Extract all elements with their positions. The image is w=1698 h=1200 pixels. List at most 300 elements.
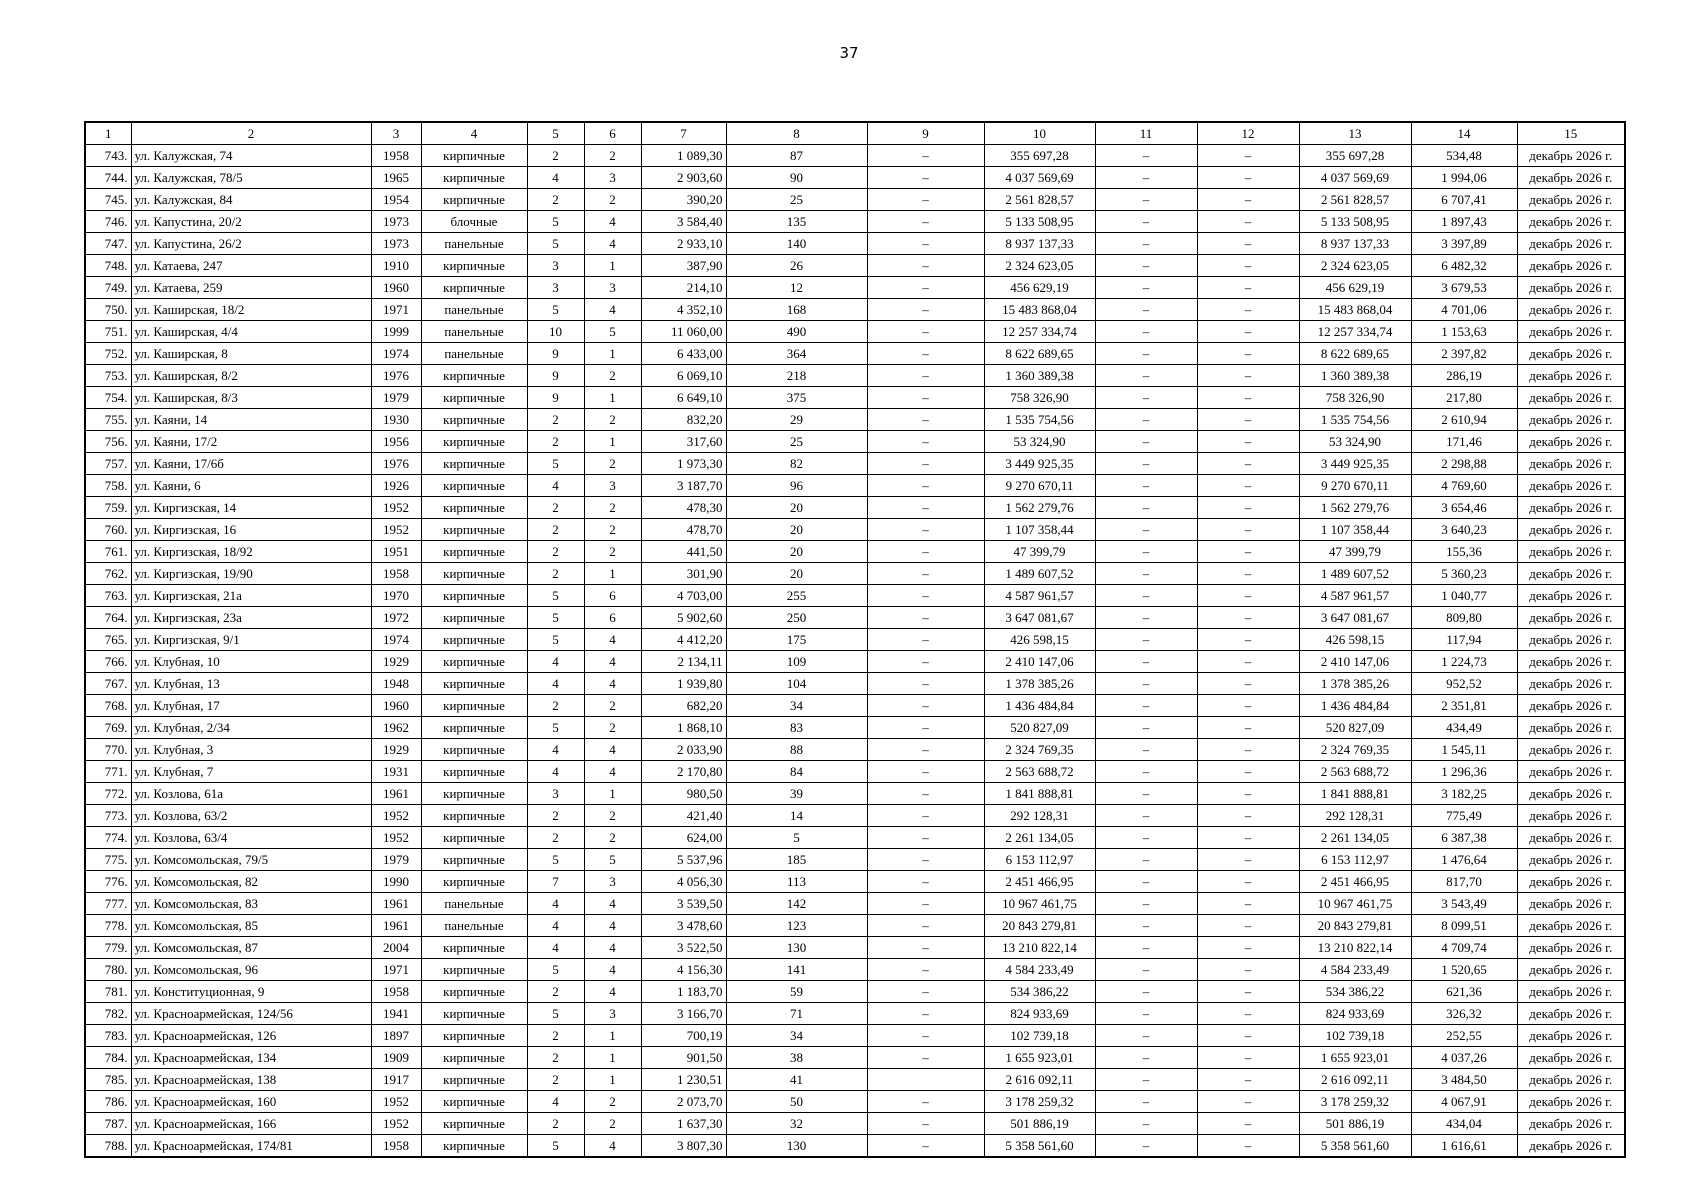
cell-row-number: 770. bbox=[85, 739, 131, 761]
cell-col-10: 2 324 769,35 bbox=[984, 739, 1095, 761]
cell-col-10: 5 133 508,95 bbox=[984, 211, 1095, 233]
cell-wall-material: кирпичные bbox=[421, 541, 527, 563]
cell-wall-material: кирпичные bbox=[421, 1003, 527, 1025]
cell-row-number: 779. bbox=[85, 937, 131, 959]
table-row bbox=[85, 959, 1625, 981]
cell-floors: 4 bbox=[527, 893, 584, 915]
cell-floors: 3 bbox=[527, 277, 584, 299]
cell-address: ул. Капустина, 20/2 bbox=[131, 211, 371, 233]
cell-col-14: 5 360,23 bbox=[1411, 563, 1517, 585]
cell-col-12: – bbox=[1197, 871, 1299, 893]
cell-wall-material: кирпичные bbox=[421, 739, 527, 761]
cell-col-13: 10 967 461,75 bbox=[1299, 893, 1411, 915]
table-row bbox=[85, 255, 1625, 277]
cell-col-10: 20 843 279,81 bbox=[984, 915, 1095, 937]
cell-col-9: – bbox=[867, 695, 984, 717]
cell-entrances: 1 bbox=[584, 431, 641, 453]
cell-build-year: 1897 bbox=[371, 1025, 421, 1047]
cell-row-number: 754. bbox=[85, 387, 131, 409]
cell-col-14: 1 224,73 bbox=[1411, 651, 1517, 673]
cell-deadline: декабрь 2026 г. bbox=[1517, 893, 1625, 915]
cell-col-11: – bbox=[1095, 519, 1197, 541]
cell-entrances: 4 bbox=[584, 959, 641, 981]
cell-floors: 5 bbox=[527, 453, 584, 475]
cell-build-year: 1956 bbox=[371, 431, 421, 453]
table-row bbox=[85, 233, 1625, 255]
cell-col-12: – bbox=[1197, 343, 1299, 365]
cell-build-year: 1976 bbox=[371, 365, 421, 387]
cell-col-10: 2 261 134,05 bbox=[984, 827, 1095, 849]
cell-area: 2 073,70 bbox=[641, 1091, 726, 1113]
cell-deadline: декабрь 2026 г. bbox=[1517, 167, 1625, 189]
cell-entrances: 4 bbox=[584, 739, 641, 761]
cell-col-13: 1 535 754,56 bbox=[1299, 409, 1411, 431]
cell-wall-material: кирпичные bbox=[421, 607, 527, 629]
cell-build-year: 1954 bbox=[371, 189, 421, 211]
cell-deadline: декабрь 2026 г. bbox=[1517, 981, 1625, 1003]
cell-build-year: 1960 bbox=[371, 277, 421, 299]
table-row bbox=[85, 981, 1625, 1003]
cell-deadline: декабрь 2026 г. bbox=[1517, 475, 1625, 497]
cell-col-11: – bbox=[1095, 607, 1197, 629]
cell-col-9: – bbox=[867, 365, 984, 387]
cell-area: 2 933,10 bbox=[641, 233, 726, 255]
cell-address: ул. Конституционная, 9 bbox=[131, 981, 371, 1003]
cell-col-13: 2 616 092,11 bbox=[1299, 1069, 1411, 1091]
cell-col-13: 20 843 279,81 bbox=[1299, 915, 1411, 937]
cell-col-12: – bbox=[1197, 387, 1299, 409]
cell-col-12: – bbox=[1197, 651, 1299, 673]
table-row bbox=[85, 189, 1625, 211]
cell-row-number: 778. bbox=[85, 915, 131, 937]
cell-residents: 29 bbox=[726, 409, 867, 431]
cell-row-number: 750. bbox=[85, 299, 131, 321]
cell-entrances: 4 bbox=[584, 629, 641, 651]
cell-address: ул. Комсомольская, 87 bbox=[131, 937, 371, 959]
cell-row-number: 773. bbox=[85, 805, 131, 827]
cell-col-14: 1 545,11 bbox=[1411, 739, 1517, 761]
cell-entrances: 3 bbox=[584, 1003, 641, 1025]
cell-area: 4 412,20 bbox=[641, 629, 726, 651]
cell-col-11: – bbox=[1095, 805, 1197, 827]
cell-wall-material: кирпичные bbox=[421, 277, 527, 299]
cell-floors: 2 bbox=[527, 805, 584, 827]
table-row bbox=[85, 695, 1625, 717]
cell-floors: 2 bbox=[527, 519, 584, 541]
cell-col-14: 809,80 bbox=[1411, 607, 1517, 629]
cell-col-14: 171,46 bbox=[1411, 431, 1517, 453]
cell-area: 3 539,50 bbox=[641, 893, 726, 915]
cell-col-11: – bbox=[1095, 1113, 1197, 1135]
cell-build-year: 1958 bbox=[371, 563, 421, 585]
cell-col-14: 3 543,49 bbox=[1411, 893, 1517, 915]
cell-wall-material: кирпичные bbox=[421, 431, 527, 453]
cell-col-13: 47 399,79 bbox=[1299, 541, 1411, 563]
cell-floors: 2 bbox=[527, 541, 584, 563]
cell-build-year: 1952 bbox=[371, 805, 421, 827]
table-row bbox=[85, 211, 1625, 233]
cell-area: 317,60 bbox=[641, 431, 726, 453]
cell-col-14: 1 616,61 bbox=[1411, 1135, 1517, 1158]
cell-row-number: 787. bbox=[85, 1113, 131, 1135]
cell-deadline: декабрь 2026 г. bbox=[1517, 805, 1625, 827]
cell-address: ул. Каяни, 17/2 bbox=[131, 431, 371, 453]
cell-entrances: 3 bbox=[584, 475, 641, 497]
cell-entrances: 2 bbox=[584, 409, 641, 431]
cell-deadline: декабрь 2026 г. bbox=[1517, 1069, 1625, 1091]
cell-address: ул. Клубная, 7 bbox=[131, 761, 371, 783]
cell-col-12: – bbox=[1197, 541, 1299, 563]
cell-wall-material: кирпичные bbox=[421, 871, 527, 893]
cell-wall-material: кирпичные bbox=[421, 1091, 527, 1113]
cell-col-9: – bbox=[867, 189, 984, 211]
cell-col-13: 12 257 334,74 bbox=[1299, 321, 1411, 343]
header-row bbox=[85, 122, 1625, 145]
cell-col-11: – bbox=[1095, 871, 1197, 893]
cell-col-14: 2 298,88 bbox=[1411, 453, 1517, 475]
cell-col-9: – bbox=[867, 387, 984, 409]
cell-row-number: 756. bbox=[85, 431, 131, 453]
cell-col-12: – bbox=[1197, 1135, 1299, 1158]
cell-col-12: – bbox=[1197, 189, 1299, 211]
column-header-2: 2 bbox=[131, 122, 371, 145]
cell-wall-material: кирпичные bbox=[421, 959, 527, 981]
cell-col-10: 4 584 233,49 bbox=[984, 959, 1095, 981]
cell-row-number: 752. bbox=[85, 343, 131, 365]
table-row bbox=[85, 299, 1625, 321]
cell-col-14: 6 707,41 bbox=[1411, 189, 1517, 211]
cell-address: ул. Калужская, 78/5 bbox=[131, 167, 371, 189]
cell-floors: 5 bbox=[527, 299, 584, 321]
cell-residents: 123 bbox=[726, 915, 867, 937]
cell-col-10: 2 563 688,72 bbox=[984, 761, 1095, 783]
cell-entrances: 4 bbox=[584, 893, 641, 915]
column-header-7: 7 bbox=[641, 122, 726, 145]
cell-deadline: декабрь 2026 г. bbox=[1517, 585, 1625, 607]
cell-col-10: 13 210 822,14 bbox=[984, 937, 1095, 959]
cell-col-10: 2 616 092,11 bbox=[984, 1069, 1095, 1091]
table-row bbox=[85, 563, 1625, 585]
cell-build-year: 1961 bbox=[371, 893, 421, 915]
column-header-12: 12 bbox=[1197, 122, 1299, 145]
cell-row-number: 753. bbox=[85, 365, 131, 387]
cell-col-12: – bbox=[1197, 673, 1299, 695]
cell-wall-material: кирпичные bbox=[421, 849, 527, 871]
cell-col-11: – bbox=[1095, 981, 1197, 1003]
cell-floors: 2 bbox=[527, 431, 584, 453]
cell-wall-material: кирпичные bbox=[421, 519, 527, 541]
cell-build-year: 1951 bbox=[371, 541, 421, 563]
cell-wall-material: панельные bbox=[421, 321, 527, 343]
cell-address: ул. Киргизская, 23а bbox=[131, 607, 371, 629]
table-row bbox=[85, 871, 1625, 893]
cell-residents: 83 bbox=[726, 717, 867, 739]
cell-deadline: декабрь 2026 г. bbox=[1517, 651, 1625, 673]
cell-col-10: 2 561 828,57 bbox=[984, 189, 1095, 211]
cell-area: 1 868,10 bbox=[641, 717, 726, 739]
cell-entrances: 2 bbox=[584, 145, 641, 167]
cell-col-11: – bbox=[1095, 629, 1197, 651]
cell-col-12: – bbox=[1197, 1047, 1299, 1069]
cell-floors: 2 bbox=[527, 563, 584, 585]
cell-residents: 130 bbox=[726, 937, 867, 959]
cell-area: 6 433,00 bbox=[641, 343, 726, 365]
cell-area: 3 807,30 bbox=[641, 1135, 726, 1158]
table-row bbox=[85, 1047, 1625, 1069]
cell-col-11: – bbox=[1095, 321, 1197, 343]
cell-address: ул. Киргизская, 19/90 bbox=[131, 563, 371, 585]
cell-col-12: – bbox=[1197, 893, 1299, 915]
cell-col-13: 1 562 279,76 bbox=[1299, 497, 1411, 519]
cell-floors: 9 bbox=[527, 343, 584, 365]
cell-entrances: 4 bbox=[584, 1135, 641, 1158]
cell-residents: 39 bbox=[726, 783, 867, 805]
cell-col-9: – bbox=[867, 607, 984, 629]
cell-col-10: 12 257 334,74 bbox=[984, 321, 1095, 343]
cell-build-year: 1917 bbox=[371, 1069, 421, 1091]
table-row bbox=[85, 629, 1625, 651]
cell-area: 6 069,10 bbox=[641, 365, 726, 387]
cell-address: ул. Киргизская, 14 bbox=[131, 497, 371, 519]
cell-col-14: 217,80 bbox=[1411, 387, 1517, 409]
cell-build-year: 1979 bbox=[371, 849, 421, 871]
cell-col-13: 1 841 888,81 bbox=[1299, 783, 1411, 805]
cell-area: 1 089,30 bbox=[641, 145, 726, 167]
cell-col-14: 4 709,74 bbox=[1411, 937, 1517, 959]
cell-col-10: 2 324 623,05 bbox=[984, 255, 1095, 277]
table-row bbox=[85, 1091, 1625, 1113]
cell-address: ул. Каяни, 17/6б bbox=[131, 453, 371, 475]
cell-area: 4 352,10 bbox=[641, 299, 726, 321]
cell-build-year: 1958 bbox=[371, 1135, 421, 1158]
cell-residents: 38 bbox=[726, 1047, 867, 1069]
cell-col-14: 326,32 bbox=[1411, 1003, 1517, 1025]
cell-entrances: 1 bbox=[584, 1069, 641, 1091]
cell-address: ул. Каяни, 14 bbox=[131, 409, 371, 431]
cell-floors: 2 bbox=[527, 981, 584, 1003]
cell-build-year: 1974 bbox=[371, 629, 421, 651]
cell-residents: 250 bbox=[726, 607, 867, 629]
cell-build-year: 1948 bbox=[371, 673, 421, 695]
cell-build-year: 1970 bbox=[371, 585, 421, 607]
cell-row-number: 759. bbox=[85, 497, 131, 519]
cell-deadline: декабрь 2026 г. bbox=[1517, 695, 1625, 717]
cell-row-number: 748. bbox=[85, 255, 131, 277]
cell-address: ул. Киргизская, 21а bbox=[131, 585, 371, 607]
cell-wall-material: кирпичные bbox=[421, 981, 527, 1003]
cell-deadline: декабрь 2026 г. bbox=[1517, 497, 1625, 519]
cell-col-10: 426 598,15 bbox=[984, 629, 1095, 651]
cell-entrances: 4 bbox=[584, 651, 641, 673]
cell-address: ул. Каширская, 8 bbox=[131, 343, 371, 365]
cell-col-14: 117,94 bbox=[1411, 629, 1517, 651]
cell-wall-material: кирпичные bbox=[421, 497, 527, 519]
cell-col-14: 621,36 bbox=[1411, 981, 1517, 1003]
cell-floors: 2 bbox=[527, 1113, 584, 1135]
cell-col-9: – bbox=[867, 233, 984, 255]
cell-col-13: 534 386,22 bbox=[1299, 981, 1411, 1003]
cell-deadline: декабрь 2026 г. bbox=[1517, 959, 1625, 981]
cell-build-year: 1958 bbox=[371, 981, 421, 1003]
cell-col-10: 520 827,09 bbox=[984, 717, 1095, 739]
cell-col-13: 501 886,19 bbox=[1299, 1113, 1411, 1135]
cell-wall-material: кирпичные bbox=[421, 387, 527, 409]
cell-floors: 5 bbox=[527, 211, 584, 233]
cell-floors: 2 bbox=[527, 695, 584, 717]
table-row bbox=[85, 1113, 1625, 1135]
cell-deadline: декабрь 2026 г. bbox=[1517, 629, 1625, 651]
column-header-1: 1 bbox=[85, 122, 131, 145]
cell-entrances: 2 bbox=[584, 827, 641, 849]
cell-col-14: 4 067,91 bbox=[1411, 1091, 1517, 1113]
table-row bbox=[85, 145, 1625, 167]
cell-address: ул. Каширская, 8/2 bbox=[131, 365, 371, 387]
cell-entrances: 1 bbox=[584, 387, 641, 409]
table-row bbox=[85, 365, 1625, 387]
cell-address: ул. Красноармейская, 126 bbox=[131, 1025, 371, 1047]
cell-col-9: – bbox=[867, 761, 984, 783]
cell-col-11: – bbox=[1095, 1135, 1197, 1158]
cell-col-12: – bbox=[1197, 981, 1299, 1003]
cell-col-9: – bbox=[867, 497, 984, 519]
cell-col-14: 1 153,63 bbox=[1411, 321, 1517, 343]
cell-col-11: – bbox=[1095, 1047, 1197, 1069]
cell-build-year: 1952 bbox=[371, 497, 421, 519]
cell-col-9: – bbox=[867, 343, 984, 365]
cell-residents: 113 bbox=[726, 871, 867, 893]
cell-build-year: 1974 bbox=[371, 343, 421, 365]
cell-row-number: 781. bbox=[85, 981, 131, 1003]
cell-col-9: – bbox=[867, 1113, 984, 1135]
cell-col-14: 434,49 bbox=[1411, 717, 1517, 739]
cell-entrances: 2 bbox=[584, 497, 641, 519]
cell-col-12: – bbox=[1197, 827, 1299, 849]
cell-col-13: 824 933,69 bbox=[1299, 1003, 1411, 1025]
cell-col-9: – bbox=[867, 211, 984, 233]
table-row bbox=[85, 805, 1625, 827]
cell-row-number: 776. bbox=[85, 871, 131, 893]
cell-deadline: декабрь 2026 г. bbox=[1517, 717, 1625, 739]
cell-row-number: 749. bbox=[85, 277, 131, 299]
cell-entrances: 1 bbox=[584, 255, 641, 277]
cell-wall-material: кирпичные bbox=[421, 1135, 527, 1158]
cell-address: ул. Каширская, 18/2 bbox=[131, 299, 371, 321]
cell-wall-material: кирпичные bbox=[421, 563, 527, 585]
cell-build-year: 1930 bbox=[371, 409, 421, 431]
cell-build-year: 1960 bbox=[371, 695, 421, 717]
cell-col-13: 4 587 961,57 bbox=[1299, 585, 1411, 607]
cell-col-12: – bbox=[1197, 167, 1299, 189]
table-row bbox=[85, 585, 1625, 607]
cell-wall-material: кирпичные bbox=[421, 1113, 527, 1135]
cell-deadline: декабрь 2026 г. bbox=[1517, 1003, 1625, 1025]
cell-col-10: 1 489 607,52 bbox=[984, 563, 1095, 585]
cell-build-year: 1979 bbox=[371, 387, 421, 409]
cell-row-number: 758. bbox=[85, 475, 131, 497]
cell-residents: 140 bbox=[726, 233, 867, 255]
cell-col-13: 2 561 828,57 bbox=[1299, 189, 1411, 211]
cell-deadline: декабрь 2026 г. bbox=[1517, 321, 1625, 343]
cell-col-9: – bbox=[867, 717, 984, 739]
cell-row-number: 771. bbox=[85, 761, 131, 783]
cell-col-13: 4 584 233,49 bbox=[1299, 959, 1411, 981]
cell-col-14: 1 897,43 bbox=[1411, 211, 1517, 233]
column-header-13: 13 bbox=[1299, 122, 1411, 145]
cell-entrances: 2 bbox=[584, 189, 641, 211]
cell-address: ул. Калужская, 74 bbox=[131, 145, 371, 167]
cell-address: ул. Красноармейская, 124/56 bbox=[131, 1003, 371, 1025]
cell-area: 478,30 bbox=[641, 497, 726, 519]
cell-col-14: 3 182,25 bbox=[1411, 783, 1517, 805]
cell-col-12: – bbox=[1197, 739, 1299, 761]
cell-col-14: 952,52 bbox=[1411, 673, 1517, 695]
cell-col-12: – bbox=[1197, 233, 1299, 255]
cell-col-9: – bbox=[867, 585, 984, 607]
cell-entrances: 2 bbox=[584, 717, 641, 739]
cell-row-number: 751. bbox=[85, 321, 131, 343]
column-header-6: 6 bbox=[584, 122, 641, 145]
cell-address: ул. Клубная, 10 bbox=[131, 651, 371, 673]
page-number: 37 bbox=[839, 44, 859, 62]
cell-col-11: – bbox=[1095, 145, 1197, 167]
cell-col-13: 3 647 081,67 bbox=[1299, 607, 1411, 629]
cell-col-13: 4 037 569,69 bbox=[1299, 167, 1411, 189]
cell-col-13: 2 261 134,05 bbox=[1299, 827, 1411, 849]
cell-area: 2 903,60 bbox=[641, 167, 726, 189]
table-row bbox=[85, 343, 1625, 365]
table-row bbox=[85, 387, 1625, 409]
cell-row-number: 760. bbox=[85, 519, 131, 541]
cell-col-14: 434,04 bbox=[1411, 1113, 1517, 1135]
cell-deadline: декабрь 2026 г. bbox=[1517, 871, 1625, 893]
cell-col-9: – bbox=[867, 563, 984, 585]
cell-col-9: – bbox=[867, 475, 984, 497]
cell-col-9: – bbox=[867, 255, 984, 277]
cell-wall-material: кирпичные bbox=[421, 805, 527, 827]
cell-col-14: 2 397,82 bbox=[1411, 343, 1517, 365]
cell-col-14: 3 484,50 bbox=[1411, 1069, 1517, 1091]
cell-area: 682,20 bbox=[641, 695, 726, 717]
cell-deadline: декабрь 2026 г. bbox=[1517, 365, 1625, 387]
cell-col-10: 10 967 461,75 bbox=[984, 893, 1095, 915]
cell-area: 1 183,70 bbox=[641, 981, 726, 1003]
table-header bbox=[85, 122, 1625, 145]
cell-residents: 142 bbox=[726, 893, 867, 915]
cell-row-number: 774. bbox=[85, 827, 131, 849]
cell-col-13: 1 107 358,44 bbox=[1299, 519, 1411, 541]
cell-area: 4 703,00 bbox=[641, 585, 726, 607]
cell-residents: 20 bbox=[726, 541, 867, 563]
cell-row-number: 757. bbox=[85, 453, 131, 475]
cell-col-9: – bbox=[867, 1003, 984, 1025]
cell-wall-material: панельные bbox=[421, 299, 527, 321]
cell-build-year: 1962 bbox=[371, 717, 421, 739]
cell-address: ул. Красноармейская, 166 bbox=[131, 1113, 371, 1135]
cell-col-14: 286,19 bbox=[1411, 365, 1517, 387]
cell-col-9: – bbox=[867, 937, 984, 959]
cell-build-year: 1958 bbox=[371, 145, 421, 167]
cell-col-13: 15 483 868,04 bbox=[1299, 299, 1411, 321]
cell-col-9: – bbox=[867, 519, 984, 541]
cell-area: 4 056,30 bbox=[641, 871, 726, 893]
cell-col-10: 1 535 754,56 bbox=[984, 409, 1095, 431]
cell-deadline: декабрь 2026 г. bbox=[1517, 431, 1625, 453]
cell-col-11: – bbox=[1095, 387, 1197, 409]
cell-col-14: 817,70 bbox=[1411, 871, 1517, 893]
cell-col-13: 2 324 623,05 bbox=[1299, 255, 1411, 277]
cell-col-12: – bbox=[1197, 959, 1299, 981]
cell-col-11: – bbox=[1095, 937, 1197, 959]
